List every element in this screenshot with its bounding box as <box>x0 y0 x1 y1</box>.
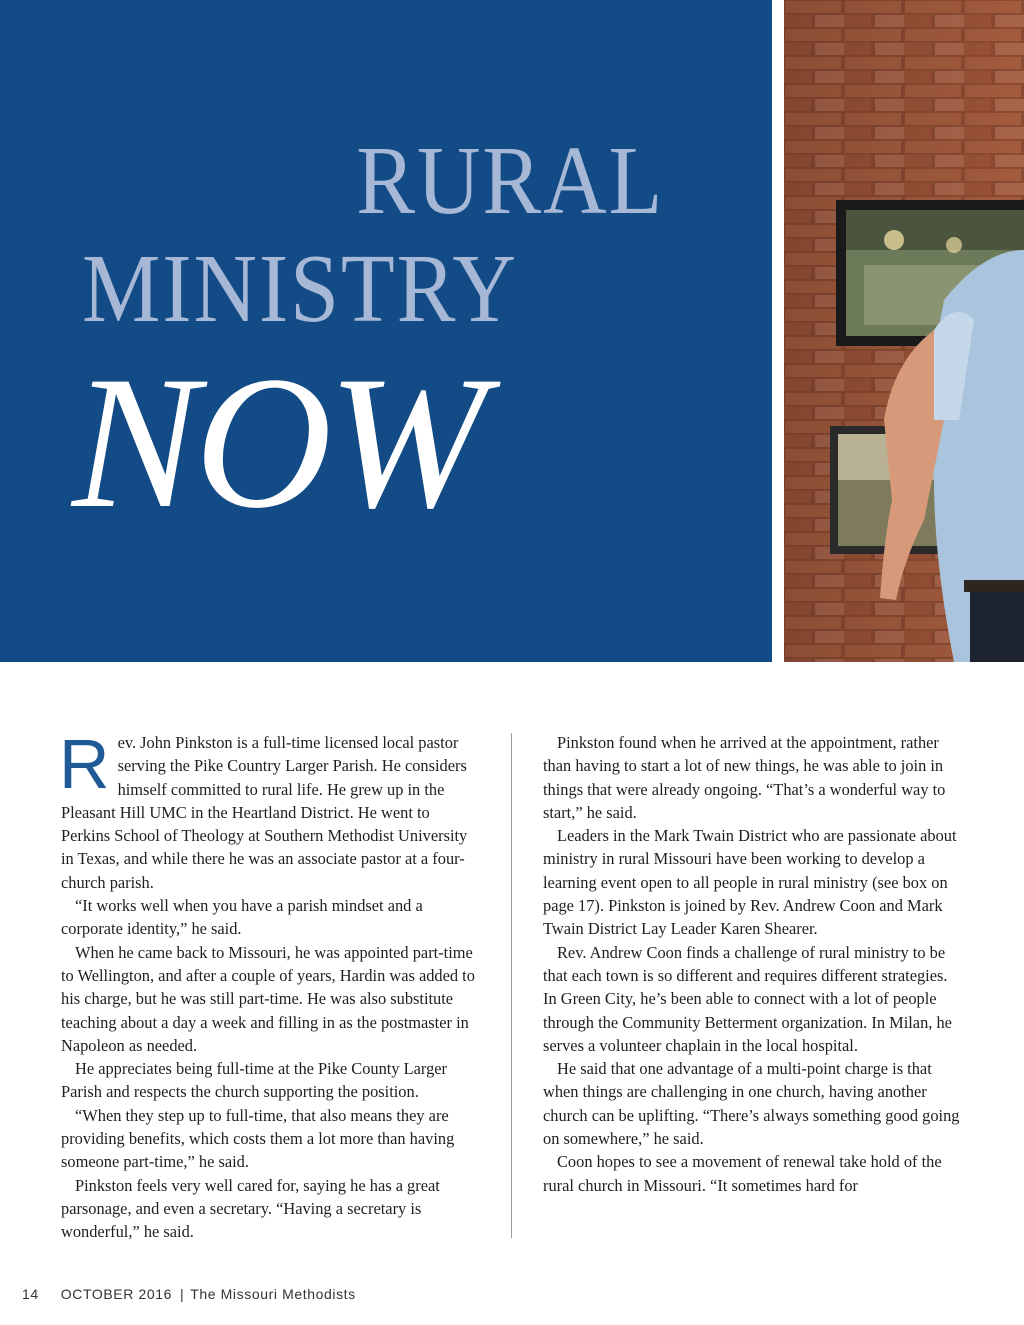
headline-ministry: MINISTRY <box>82 235 518 343</box>
paragraph: Leaders in the Mark Twain District who are passionate about ministry in rural Missouri have been working to develop a learning event open to all people in rural ministry (see box on page 17). Pinkston is joined by Rev. Andrew Coon and Mark Twain District Lay Leader Karen Shearer. <box>543 826 957 939</box>
column-divider <box>511 733 512 1238</box>
dropcap: R <box>59 725 110 803</box>
paragraph: Pinkston found when he arrived at the appointment, rather than having to start a lot of new things, he was able to join in things that were already ongoing. “That’s a wonderful way to start,” he said. <box>543 733 946 822</box>
headline-now: NOW <box>72 338 483 548</box>
paragraph <box>59 725 481 894</box>
issue-date: OCTOBER 2016 <box>60 1286 172 1302</box>
paragraph-text: ev. John Pinkston is a full-time licensed local pastor serving the Pike Country Larger Parish. He considers himself committed to rural life. He grew up in the Pleasant Hill UMC in the Heartland District. He went to Perkins School of Theology at Southern Methodist University in Texas, and while there he was an associate pastor at a four-church parish. <box>61 733 468 892</box>
paragraph: Rev. Andrew Coon finds a challenge of rural ministry to be that each town is so different and requires different strategies. In Green City, he’s been able to connect with a lot of people through the Community Betterment organization. In Milan, he serves a volunteer chaplain in the local hospital. <box>543 942 952 1055</box>
footer-separator: | <box>180 1286 185 1302</box>
article-column-right <box>543 731 963 1197</box>
headline-panel <box>0 0 772 662</box>
article-column-left <box>59 725 481 1244</box>
paragraph: “When they step up to full-time, that also means they are providing benefits, which costs them a lot more than having someone part-time,” he said. <box>61 1105 455 1172</box>
photo-illustration <box>784 0 1024 662</box>
paragraph: Coon hopes to see a movement of renewal take hold of the rural church in Missouri. “It sometimes hard for <box>543 1152 942 1195</box>
paragraph: He appreciates being full-time at the Pike County Larger Parish and respects the church supporting the position. <box>61 1059 448 1102</box>
paragraph: Pinkston feels very well cared for, saying he has a great parsonage, and even a secretary. “Having a secretary is wonderful,” he said. <box>61 1175 440 1242</box>
paragraph: When he came back to Missouri, he was appointed part-time to Wellington, and after a couple of years, Hardin was added to his charge, but he was still part-time. He was also substitute teaching about a day a week and filling in as the postmaster in Napoleon as needed. <box>61 942 475 1055</box>
paragraph: “It works well when you have a parish mindset and a corporate identity,” he said. <box>61 896 423 939</box>
page-footer <box>22 1286 378 1302</box>
publication-name: The Missouri Methodists <box>190 1286 356 1302</box>
article-photo <box>784 0 1024 662</box>
page-number: 14 <box>22 1286 39 1302</box>
headline-rural: RURAL <box>356 127 664 235</box>
paragraph: He said that one advantage of a multi-point charge is that when things are challenging in one church, having another church can be uplifting. “There’s always something good going on somewhere,” he said. <box>543 1059 960 1149</box>
